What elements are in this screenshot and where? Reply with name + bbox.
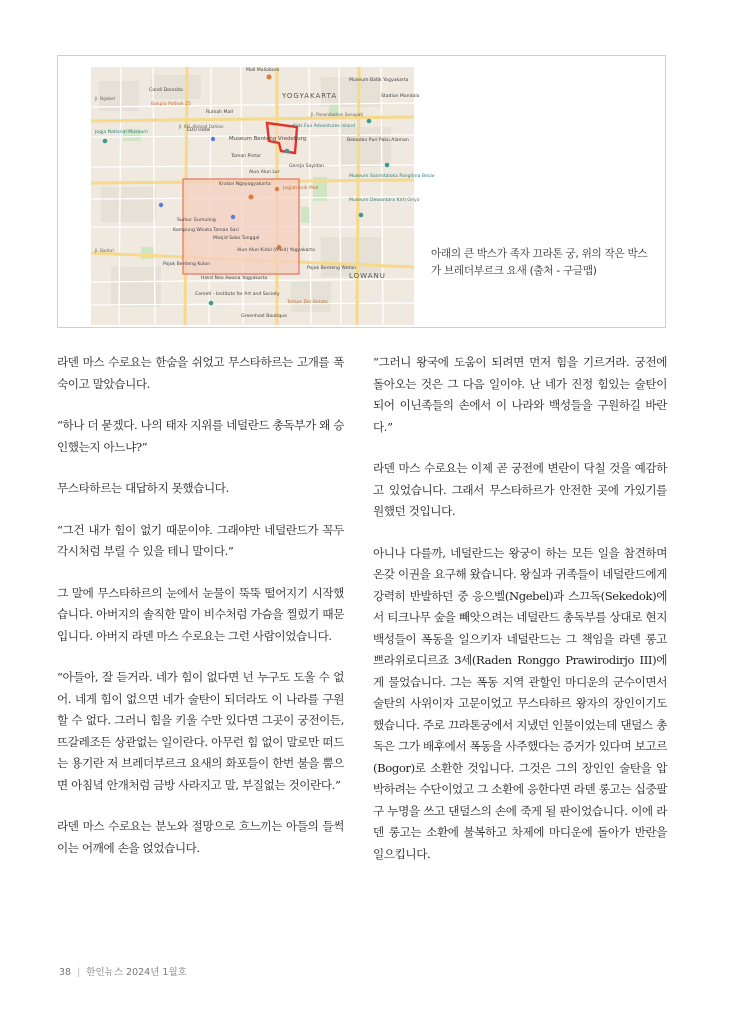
map-label-benteng: Museum Benteng Vredeburg — [229, 136, 307, 142]
map-label-kraton: Kraton Ngayogyakarta — [219, 182, 271, 187]
paragraph: 무스타하르는 대답하지 못했습니다. — [57, 481, 229, 495]
map-label-alun-lor: Alun Alun Lor — [249, 170, 280, 175]
map-label-pojok-kulon: Pojok Benteng Kulon — [163, 262, 211, 267]
footer-divider: | — [77, 967, 81, 978]
paragraph: 라덴 마스 수로요는 이제 곧 궁전에 변란이 닥칠 것을 예감하고 있었습니다. 그래서 무스타하르가 안전한 곳에 가있기를 원했던 것입니다. — [373, 461, 667, 518]
paragraph: 그 말에 무스타하르의 눈에서 눈물이 뚝뚝 떨어지기 시작했습니다. 아버지의 솔직한 말이 비수처럼 가슴을 찔렀기 때문입니다. 아버지 라덴 마스 수로요는 그런 사람이었습니다. — [57, 585, 344, 643]
figure-caption: 아래의 큰 박스가 족자 끄라톤 궁, 위의 작은 박스가 브레더부르크 요새 (출처 - 구글맵) — [431, 248, 648, 277]
left-column — [57, 352, 344, 879]
publication-name: 한인뉴스 2024년 1월호 — [86, 967, 187, 978]
map-label-cemeti: Cemeti - Institute for Art and Society — [195, 292, 280, 297]
map-label-alun-kidul: Alun Alun Kidul (Alkid) Yogyakarta — [237, 248, 315, 253]
map-label-mall-malioboro: Mall Malioboro — [246, 68, 280, 73]
right-column — [373, 352, 667, 885]
map-label-hotel: Hotel Neo Awana Yogyakarta — [201, 276, 268, 281]
map-label-bebadan: Bebadan Puri Paku Alaman — [347, 138, 409, 143]
map-label-jogja-museum: Jogja National Museum — [95, 130, 148, 135]
map-label-jl-bantul: Jl. Bantul — [95, 248, 114, 253]
map-image — [91, 67, 435, 325]
map-label-city: YOGYAKARTA — [282, 92, 338, 100]
map-label-edu-hotel: EDU Hotel — [187, 128, 211, 133]
map-label-gereja: Gereja Sayidan — [289, 164, 324, 169]
map-label-kids-fun: Kids Fun Adventures Island — [293, 124, 356, 129]
map-label-jl-ngebel: Jl. Ngebel — [95, 96, 115, 101]
map-label-lowanu: LOWANU — [349, 272, 386, 280]
figure-frame — [57, 55, 666, 328]
map-label-greenhost: Greenhost Boutique — [241, 314, 287, 319]
page-footer — [59, 964, 187, 978]
map-label-tempo: Tempo Del Gelato — [287, 300, 328, 305]
map-label-taman-sari: Kampung Wisata Taman Sari — [173, 228, 239, 233]
paragraph: 라덴 마스 수로요는 분노와 절망으로 흐느끼는 아들의 들썩이는 어깨에 손을 얹었습니다. — [57, 819, 344, 855]
map-label-stadion: Stadion Mandala — [381, 94, 420, 99]
map-label-pojok-wetan: Pojok Benteng Wetan — [307, 266, 357, 271]
paragraph: “아들아, 잘 듣거라. 네가 힘이 없다면 넌 누구도 도울 수 없어. 네게 힘이 없으면 네가 술탄이 되더라도 이 나라를 구원할 수 없다. 그러니 힘을 키울 수만 있다면 그곳이 궁전이든, 뜨갈레조든 상관없는 일이란다. 아무런 힘 없이 말로만 떠드는 용기란 저 브레더부르크 요새의 화포들이 한번 불을 뿜으면 아침녘 안개처럼 금방 사라지고 말, 부질없는 것이란다.” — [57, 670, 344, 792]
map-label-dewantara: Museum Dewantara Kirti Griya — [349, 198, 420, 203]
map-label-jl-senopati: Jl. Panembahan Senopati — [311, 112, 364, 117]
paragraph: 아니나 다를까, 네덜란드는 왕궁이 하는 모든 일을 참견하며 온갖 이권을 요구해 왔습니다. 왕실과 귀족들이 네덜란드에게 강력히 반발하던 중 응으벨(Ngebel)과 스끄독(Sekedok)에서 티크나무 숲을 빼앗으려는 네덜란드 총독부를 상대로 현지 백성들이 폭동을 일으키자 네덜란드는 그 책임을 라덴 롱고 쁘라위로디르죠 3세(Raden Ronggo Prawirodirjo III)에게 물었습니다. 그는 폭동 지역 관할인 마디운의 군수이면서 술탄의 사위이자 고문이었고 무스타하르 왕자의 장인이기도 했습니다. 주로 끄라톤궁에서 지냈던 인물이었는데 댄덜스 총독은 그가 배후에서 폭동을 사주했다는 증거가 있다며 보고르(Bogor)로 소환한 것입니다. 그것은 그의 장인인 술탄을 압박하려는 수단이었고 그 소환에 응한다면 라덴 롱고는 십중팔구 누명을 쓰고 댄덜스의 손에 죽게 될 판이었습니다. 이에 라덴 롱고는 소환에 불복하고 차제에 마디운에 돌아가 반란을 일으킵니다. — [373, 545, 667, 861]
map-graphic — [91, 67, 414, 325]
map-label-bakpia: Bakpia Pathok 25 — [151, 102, 191, 107]
map-label-taman-pintar: Taman Pintar — [231, 154, 261, 159]
map-label-rumah-mall: Rumah Mall — [206, 110, 233, 115]
map-label-soko-tunggal: Masjid Soko Tunggal — [213, 236, 260, 241]
paragraph: 라덴 마스 수로요는 한숨을 쉬었고 무스타하르는 고개를 푹 숙이고 말았습니다. — [57, 355, 344, 391]
paragraph: “그러니 왕국에 도움이 되려면 먼저 힘을 기르거라. 궁전에 돌아오는 것은 그 다음 일이야. 난 네가 진정 힘있는 술탄이 되어 이닌족들의 손에서 이 나라와 백성들을 구원하길 바란다.” — [373, 355, 667, 434]
map-label-jogjatronik: Jogjatronik Mall — [283, 186, 319, 191]
map-label-jl-kh: Jl. KH. Ahmad Dahlan — [179, 124, 224, 129]
map-label-candi: Candi Dorosito — [149, 88, 183, 93]
map-label-sumur-gumuling: Sumur Gumuling — [177, 218, 216, 223]
paragraph: “그건 내가 힘이 없기 때문이야. 그래야만 네덜란드가 꼭두각시처럼 부릴 수 있을 테니 말이다.” — [57, 522, 344, 558]
paragraph: “하나 더 묻겠다. 나의 태자 지위를 네덜란드 총독부가 왜 승인했는지 아느냐?” — [57, 418, 344, 454]
map-label-sasmitaloka: Museum Sasmitaloka Panglima Besar — [349, 174, 435, 179]
page-number: 38 — [59, 967, 72, 978]
map-label-museum-batik: Museum Batik Yogyakarta — [349, 78, 409, 83]
